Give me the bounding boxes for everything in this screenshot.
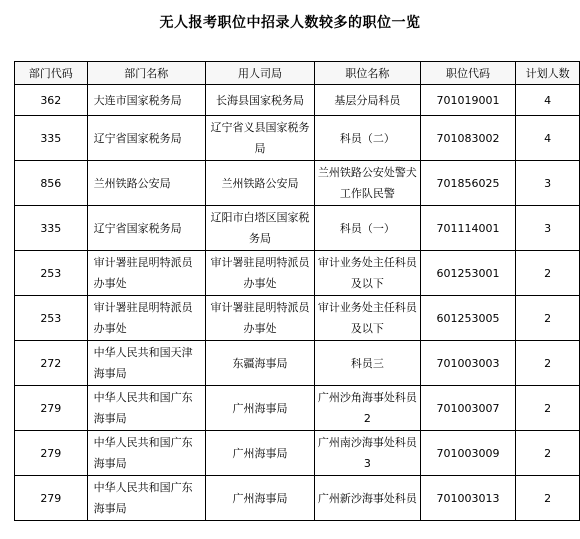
cell-position-code: 701083002 bbox=[420, 116, 516, 161]
cell-position-name: 广州新沙海事处科员 bbox=[315, 476, 420, 521]
cell-position-name: 广州南沙海事处科员 3 bbox=[315, 431, 420, 476]
table-row bbox=[15, 341, 580, 386]
cell-dept-code: 253 bbox=[15, 296, 88, 341]
cell-position-name: 广州沙角海事处科员 2 bbox=[315, 386, 420, 431]
cell-dept-name: 审计署驻昆明特派员办事处 bbox=[87, 251, 205, 296]
cell-dept-code: 279 bbox=[15, 476, 88, 521]
cell-dept-code: 856 bbox=[15, 161, 88, 206]
cell-dept-name: 大连市国家税务局 bbox=[87, 85, 205, 116]
positions-table bbox=[14, 61, 580, 521]
cell-position-name: 基层分局科员 bbox=[315, 85, 420, 116]
cell-dept-code: 253 bbox=[15, 251, 88, 296]
table-row bbox=[15, 251, 580, 296]
cell-position-code: 701856025 bbox=[420, 161, 516, 206]
table-row bbox=[15, 161, 580, 206]
cell-dept-name: 中华人民共和国天津海事局 bbox=[87, 341, 205, 386]
cell-plan-count: 4 bbox=[516, 116, 580, 161]
cell-plan-count: 2 bbox=[516, 341, 580, 386]
cell-bureau: 东疆海事局 bbox=[205, 341, 314, 386]
cell-dept-name: 中华人民共和国广东海事局 bbox=[87, 476, 205, 521]
table-row bbox=[15, 116, 580, 161]
cell-dept-code: 279 bbox=[15, 431, 88, 476]
cell-dept-name: 中华人民共和国广东海事局 bbox=[87, 431, 205, 476]
cell-plan-count: 2 bbox=[516, 476, 580, 521]
cell-position-name: 兰州铁路公安处警犬工作队民警 bbox=[315, 161, 420, 206]
cell-position-code: 701003009 bbox=[420, 431, 516, 476]
cell-bureau: 广州海事局 bbox=[205, 431, 314, 476]
cell-bureau: 辽阳市白塔区国家税务局 bbox=[205, 206, 314, 251]
cell-position-code: 701003003 bbox=[420, 341, 516, 386]
cell-position-code: 701019001 bbox=[420, 85, 516, 116]
cell-position-code: 701003007 bbox=[420, 386, 516, 431]
cell-plan-count: 4 bbox=[516, 85, 580, 116]
table-row bbox=[15, 296, 580, 341]
table-row bbox=[15, 206, 580, 251]
page-title: 无人报考职位中招录人数较多的职位一览 bbox=[159, 15, 421, 31]
cell-bureau: 长海县国家税务局 bbox=[205, 85, 314, 116]
header-position-name: 职位名称 bbox=[315, 62, 420, 85]
cell-position-code: 701003013 bbox=[420, 476, 516, 521]
cell-dept-code: 335 bbox=[15, 206, 88, 251]
cell-dept-name: 辽宁省国家税务局 bbox=[87, 206, 205, 251]
table-row bbox=[15, 431, 580, 476]
cell-position-code: 601253001 bbox=[420, 251, 516, 296]
cell-dept-code: 335 bbox=[15, 116, 88, 161]
cell-dept-name: 审计署驻昆明特派员办事处 bbox=[87, 296, 205, 341]
cell-dept-name: 中华人民共和国广东海事局 bbox=[87, 386, 205, 431]
cell-position-name: 科员三 bbox=[315, 341, 420, 386]
cell-bureau: 兰州铁路公安局 bbox=[205, 161, 314, 206]
table-row bbox=[15, 386, 580, 431]
header-dept-name: 部门名称 bbox=[87, 62, 205, 85]
table-row bbox=[15, 476, 580, 521]
header-dept-code: 部门代码 bbox=[15, 62, 88, 85]
cell-position-code: 601253005 bbox=[420, 296, 516, 341]
cell-plan-count: 3 bbox=[516, 161, 580, 206]
cell-bureau: 广州海事局 bbox=[205, 476, 314, 521]
table-header-row bbox=[15, 62, 580, 85]
cell-dept-code: 279 bbox=[15, 386, 88, 431]
cell-dept-name: 兰州铁路公安局 bbox=[87, 161, 205, 206]
cell-position-name: 科员（一） bbox=[315, 206, 420, 251]
header-bureau: 用人司局 bbox=[205, 62, 314, 85]
cell-position-name: 科员（二） bbox=[315, 116, 420, 161]
cell-position-name: 审计业务处主任科员及以下 bbox=[315, 296, 420, 341]
cell-plan-count: 2 bbox=[516, 296, 580, 341]
header-position-code: 职位代码 bbox=[420, 62, 516, 85]
cell-bureau: 广州海事局 bbox=[205, 386, 314, 431]
cell-plan-count: 2 bbox=[516, 251, 580, 296]
cell-plan-count: 3 bbox=[516, 206, 580, 251]
table-row bbox=[15, 85, 580, 116]
cell-bureau: 审计署驻昆明特派员办事处 bbox=[205, 251, 314, 296]
cell-dept-code: 272 bbox=[15, 341, 88, 386]
header-plan-count: 计划人数 bbox=[516, 62, 580, 85]
cell-plan-count: 2 bbox=[516, 431, 580, 476]
cell-dept-code: 362 bbox=[15, 85, 88, 116]
cell-plan-count: 2 bbox=[516, 386, 580, 431]
cell-bureau: 审计署驻昆明特派员办事处 bbox=[205, 296, 314, 341]
cell-position-code: 701114001 bbox=[420, 206, 516, 251]
cell-bureau: 辽宁省义县国家税务局 bbox=[205, 116, 314, 161]
cell-dept-name: 辽宁省国家税务局 bbox=[87, 116, 205, 161]
cell-position-name: 审计业务处主任科员及以下 bbox=[315, 251, 420, 296]
